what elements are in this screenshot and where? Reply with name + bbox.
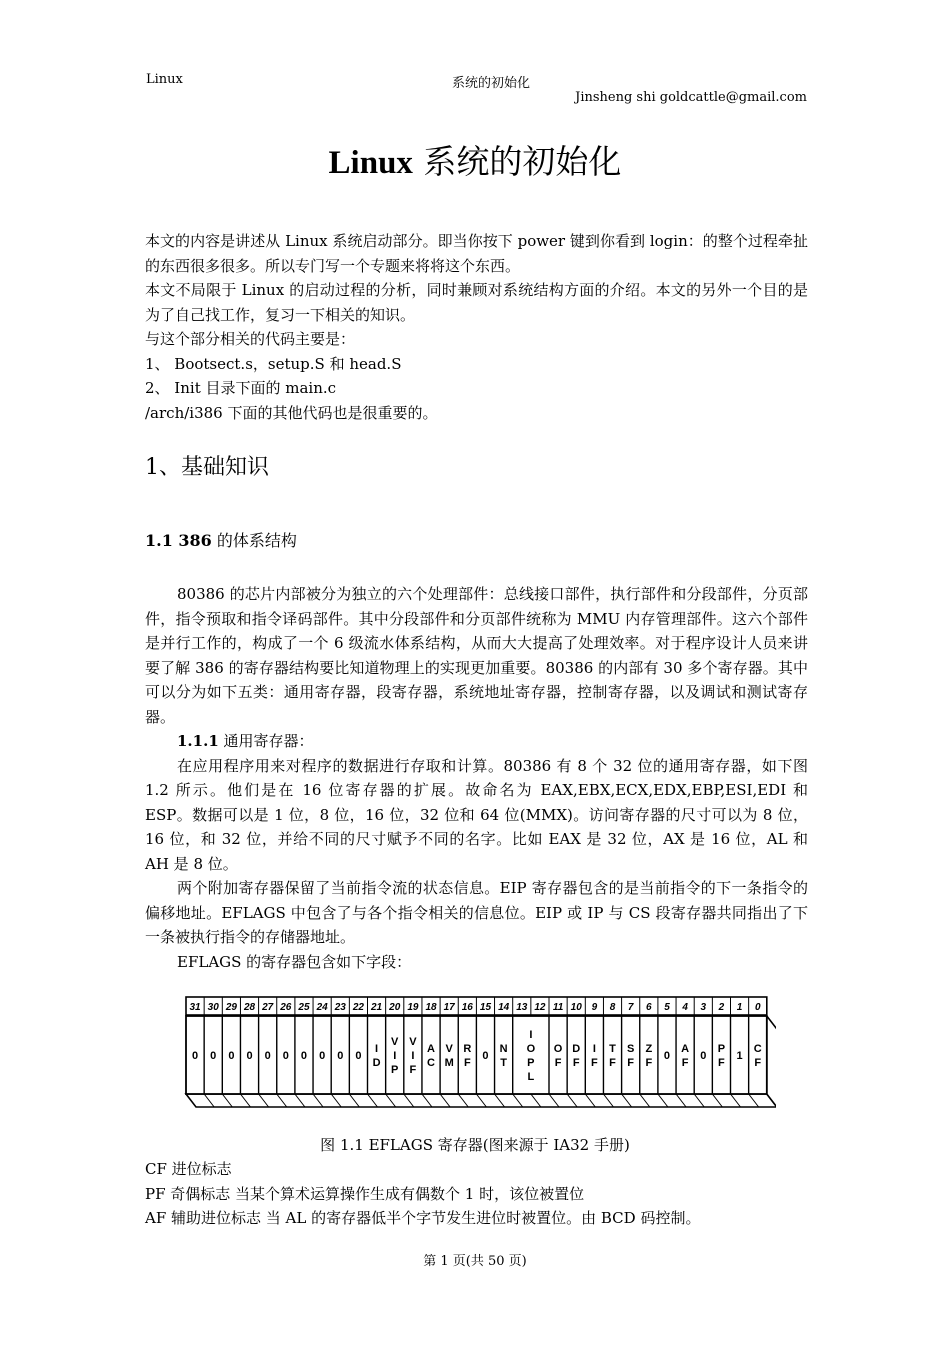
flag-field-label: I [375, 1043, 379, 1055]
flag-field-label: V [409, 1036, 417, 1048]
bit-number: 4 [682, 1002, 688, 1013]
flag-field-label: I [393, 1050, 397, 1062]
flag-item: PF 奇偶标志 当某个算术运算操作生成有偶数个 1 时，该位被置位 [145, 1184, 585, 1203]
bit-number: 19 [407, 1002, 419, 1013]
eflags-register-diagram [176, 995, 776, 1110]
flag-field-label: 0 [355, 1050, 362, 1062]
bit-number: 16 [461, 1002, 473, 1013]
bit-number: 10 [570, 1002, 582, 1013]
flag-field-label: I [529, 1029, 533, 1041]
subsection-number: 1.1.1 [177, 732, 219, 750]
register-side-face [767, 1016, 776, 1107]
flag-field-label: D [572, 1043, 581, 1055]
flag-field-label: M [444, 1057, 454, 1069]
bit-number: 5 [664, 1002, 670, 1013]
flag-field-label: 0 [300, 1050, 308, 1062]
flag-field-label: C [753, 1043, 762, 1055]
bit-number: 7 [627, 1002, 634, 1013]
figure-caption: 图 1.1 EFLAGS 寄存器(图来源于 IA32 手册) [320, 1136, 630, 1154]
flag-field-label: 0 [482, 1050, 489, 1062]
subsection-heading [145, 729, 808, 754]
title-cjk: 系统的初始化 [412, 142, 622, 181]
body-paragraph: 80386 的芯片内部被分为独立的六个处理部件：总线接口部件，执行部件和分段部件，分页部件，指令预取和指令译码部件。其中分段部件和分页部件统称为 MMU 内存管理部件。这六个部件是并行工作的，构成了一个 6 级流水体系结构，从而大大提高了处理效率。对于程序设计人员来讲要了解 386 的寄存器结构要比知道物理上的实现更加重要。80386 的内部有 30 多个寄存器。其中可以分为如下五类：通用寄存器，段寄存器，系统地址寄存器，控制寄存器，以及调试和测试寄存器。 [145, 585, 808, 726]
flag-field-label: 0 [246, 1050, 253, 1062]
bit-number: 27 [262, 1002, 274, 1013]
bit-number: 6 [646, 1002, 652, 1013]
flag-field-label: C [427, 1057, 436, 1069]
flag-item: CF 进位标志 [145, 1160, 232, 1178]
flag-list [145, 1157, 808, 1231]
header-center: 系统的初始化 [452, 76, 531, 91]
subsection-text: 通用寄存器： [218, 732, 314, 750]
bit-number: 22 [352, 1002, 364, 1013]
intro-paragraph: /arch/i386 下面的其他代码也是很重要的。 [145, 403, 438, 422]
section-heading-1: 1、基础知识 [145, 455, 269, 480]
bit-number: 0 [754, 1002, 761, 1013]
flag-field-label: R [463, 1043, 472, 1055]
flag-item: AF 辅助进位标志 当 AL 的寄存器低半个字节发生进位时被置位。由 BCD 码控制。 [145, 1209, 701, 1227]
intro-block [145, 229, 808, 425]
intro-paragraph: 本文不局限于 Linux 的启动过程的分析，同时兼顾对系统结构方面的介绍。本文的另外一个目的是为了自己找工作，复习一下相关的知识。 [145, 281, 808, 324]
flag-field-label: V [445, 1043, 453, 1055]
flag-field-label: S [627, 1043, 635, 1055]
flag-field-label: 0 [264, 1050, 271, 1062]
flag-field-label: 0 [319, 1050, 326, 1062]
bit-number: 28 [243, 1002, 256, 1013]
bit-number: 17 [443, 1002, 455, 1013]
flag-field-label: D [372, 1057, 381, 1069]
flag-field-label: P [391, 1064, 399, 1076]
flag-field-label: F [609, 1057, 616, 1069]
bit-number: 29 [225, 1002, 237, 1013]
flag-field-label: F [681, 1057, 689, 1069]
bit-number: 23 [334, 1002, 346, 1013]
bit-number: 3 [700, 1002, 707, 1013]
section-heading-1-1 [145, 528, 297, 551]
flag-field-label: 1 [736, 1050, 743, 1062]
body-paragraph: EFLAGS 的寄存器包含如下字段： [177, 952, 412, 971]
flag-field-label: 0 [228, 1050, 235, 1062]
bit-number: 30 [207, 1002, 219, 1013]
bit-number: 24 [316, 1002, 328, 1013]
bit-number: 2 [718, 1002, 725, 1013]
flag-field-label: F [645, 1057, 653, 1069]
bit-number: 9 [591, 1002, 598, 1013]
header-right: Jinsheng shi goldcattle@gmail.com [575, 90, 807, 105]
flag-field-label: A [681, 1043, 690, 1055]
flag-field-label: 0 [663, 1050, 671, 1062]
body-paragraph: 两个附加寄存器保留了当前指令流的状态信息。EIP 寄存器包含的是当前指令的下一条指令的偏移地址。EFLAGS 中包含了与各个指令相关的信息位。EIP 或 IP 与 CS 段寄存器共同指出了下一条被执行指令的存储器地址。 [145, 879, 808, 946]
flag-field-label: O [526, 1043, 536, 1055]
bit-number: 14 [498, 1002, 510, 1013]
bit-number: 8 [609, 1002, 616, 1013]
bit-number: 1 [736, 1002, 743, 1013]
flag-field-label: N [499, 1043, 508, 1055]
bit-number: 21 [371, 1002, 383, 1013]
flag-field-label: F [572, 1057, 580, 1069]
flag-field-label: P [527, 1057, 535, 1069]
flag-field-label: 0 [192, 1050, 199, 1062]
flag-field-label: F [463, 1057, 471, 1069]
flag-field-label: Z [645, 1043, 653, 1055]
bit-number: 12 [534, 1002, 546, 1013]
bit-number: 13 [516, 1002, 528, 1013]
title-latin: Linux [328, 145, 413, 181]
flag-field-label: 0 [210, 1050, 217, 1062]
intro-list-item: 1、 Bootsect.s，setup.S 和 head.S [145, 354, 402, 373]
flag-field-label: P [717, 1043, 726, 1055]
bit-number: 25 [298, 1002, 310, 1013]
flag-field-label: T [500, 1057, 507, 1069]
bit-number: 15 [479, 1002, 492, 1013]
bit-number: 11 [552, 1002, 564, 1013]
bit-number: 31 [189, 1002, 201, 1013]
section-heading-1-1-text: 的体系结构 [211, 531, 297, 550]
flag-field-label: F [627, 1057, 635, 1069]
flag-field-label: 0 [282, 1050, 289, 1062]
flag-field-label: T [609, 1043, 616, 1055]
intro-paragraph: 本文的内容是讲述从 Linux 系统启动部分。即当你按下 power 键到你看到 login：的整个过程牵扯的东西很多很多。所以专门写一个专题来将将这个东西。 [145, 232, 808, 275]
flag-field-label: F [718, 1057, 725, 1069]
flag-field-label: L [527, 1071, 535, 1083]
flag-field-label: F [409, 1064, 417, 1076]
page-title [0, 136, 950, 183]
intro-paragraph: 与这个部分相关的代码主要是： [145, 330, 356, 348]
bit-number: 18 [425, 1002, 437, 1013]
flag-field-label: F [554, 1057, 562, 1069]
bit-number: 20 [389, 1002, 401, 1013]
body-block [145, 582, 808, 974]
flag-field-label: I [592, 1043, 596, 1055]
flag-field-label: A [427, 1043, 436, 1055]
body-paragraph: 在应用程序用来对程序的数据进行存取和计算。80386 有 8 个 32 位的通用寄存器，如下图 1.2 所示。他们是在 16 位寄存器的扩展。故命名为 EAX,EBX,ECX,EDX,EBP,ESI,EDI 和 ESP。数据可以是 1 位，8 位，16 位，32 位和 64 位(MMX)。访问寄存器的尺寸可以为 8 位，16 位，和 32 位，并给不同的尺寸赋予不同的名字。比如 EAX 是 32 位，AX 是 16 位，AL 和 AH 是 8 位。 [145, 756, 808, 873]
intro-list-item: 2、 Init 目录下面的 main.c [145, 379, 337, 397]
flag-field-label: V [391, 1036, 399, 1048]
flag-field-label: O [553, 1043, 563, 1055]
flag-field-label: 0 [700, 1050, 707, 1062]
flag-field-label: I [411, 1050, 415, 1062]
flag-field-label: 0 [337, 1050, 344, 1062]
flag-field-label: F [754, 1057, 762, 1069]
flag-field-label: F [591, 1057, 598, 1069]
bit-number: 26 [280, 1002, 292, 1013]
page-footer: 第 1 页(共 50 页) [423, 1254, 527, 1269]
section-heading-1-1-number: 1.1 386 [145, 531, 212, 550]
header-left: Linux [146, 72, 183, 87]
